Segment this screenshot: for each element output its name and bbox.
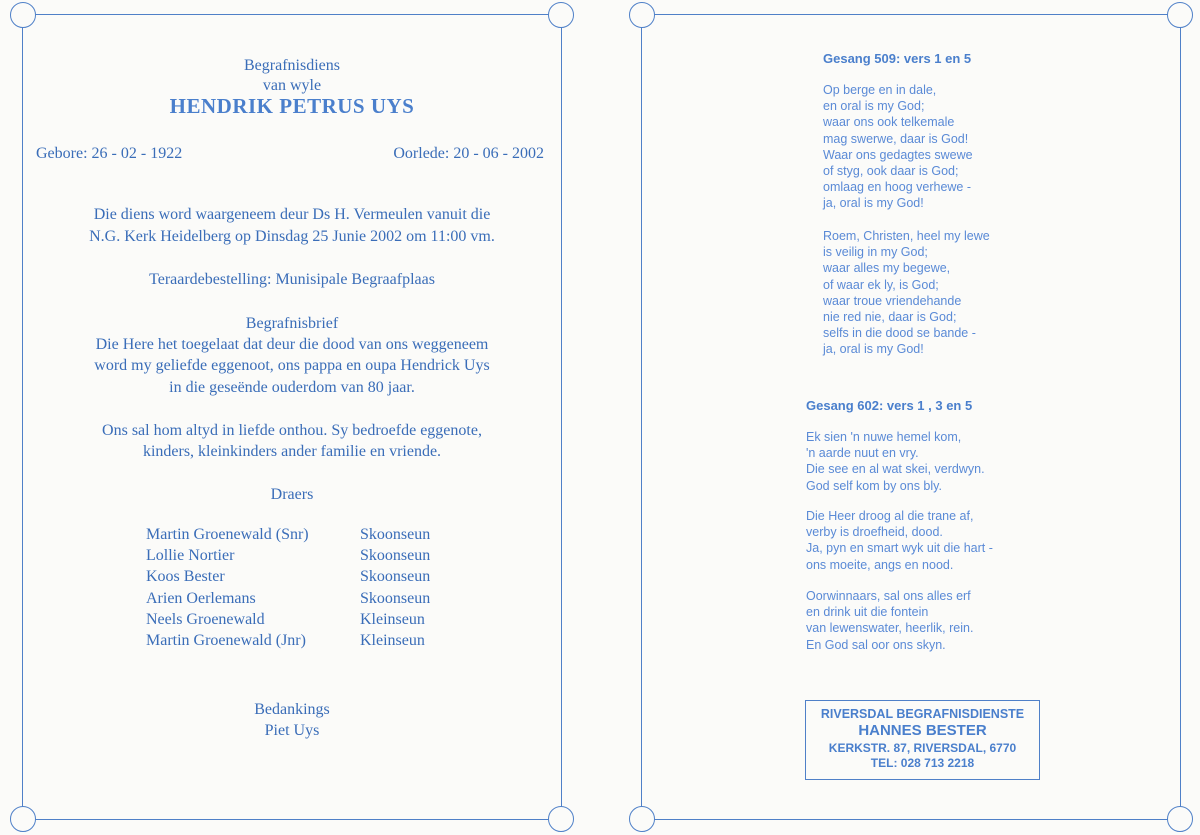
verse-line: Waar ons gedagtes swewe [823,147,973,162]
verse-line: is veilig in my God; [823,245,928,260]
bearer-row [22,609,562,630]
verse-line: ons moeite, angs en nood. [806,557,954,572]
verse-line: of waar ek ly, is God; [823,277,939,292]
bearer-role: Skoonseun [360,589,431,607]
hymn-2-verse-3 [806,588,973,653]
birth-date: Gebore: 26 - 02 - 1922 [36,145,183,162]
bearer-row [22,588,562,609]
service-line: Die diens word waargeneem deur Ds H. Vermeulen vanuit die [93,206,491,223]
bearer-row [22,630,562,651]
verse-line: waar alles my begewe, [823,261,951,276]
bearer-role: Skoonseun [360,526,431,543]
funeral-home-box [805,700,1040,780]
verse-line: ja, oral is my God! [823,342,924,357]
verse-line: Oorwinnaars, sal ons alles erf [806,589,971,603]
verse-line: en drink uit die fontein [806,605,929,620]
death-date: Oorlede: 20 - 06 - 2002 [393,145,544,162]
remember-line: Ons sal hom altyd in liefde onthou. Sy bedroefde eggenote, [102,422,482,439]
company-phone: TEL: 028 713 2218 [870,756,975,770]
bearer-role: Skoonseun [360,568,431,586]
bearer-name: Martin Groenewald (Jnr) [146,631,306,649]
verse-line: God self kom by ons bly. [806,478,942,493]
hymn-1-verse-1 [823,82,973,212]
bearer-role: Kleinseun [360,631,425,649]
hymn-1-title: Gesang 509: vers 1 en 5 [823,51,972,66]
service-line: N.G. Kerk Heidelberg op Dinsdag 25 Junie 2002 om 11:00 vm. [89,228,495,245]
verse-line: Die Heer droog al die trane af, [806,509,974,523]
hymn-2-title: Gesang 602: vers 1 , 3 en 5 [806,398,973,413]
verse-line: En God sal oor ons skyn. [806,637,946,652]
bearers-list [22,524,562,651]
verse-line: Roem, Christen, heel my lewe [823,229,990,243]
verse-line: mag swerwe, daar is God! [823,131,969,146]
contact-person: HANNES BESTER [858,722,987,739]
letter-line: word my geliefde eggenoot, ons pappa en oupa Hendrick Uys [94,357,490,374]
verse-line: Die see en al wat skei, verdwyn. [806,462,985,477]
verse-line: 'n aarde nuut en vry. [806,446,919,461]
verse-line: van lewenswater, heerlik, rein. [806,621,974,636]
burial-place: Teraardebestelling: Munisipale Begraafplaas [149,271,435,288]
verse-line: Ja, pyn en smart wyk uit die hart - [806,541,993,556]
thanks-name: Piet Uys [264,722,320,739]
left-page [22,14,562,820]
hymn-2-verse-1 [806,429,985,494]
thanks-title: Bedankings [254,701,330,718]
verse-line: selfs in die dood se bande - [823,326,976,341]
letter-line: in die geseënde ouderdom van 80 jaar. [169,379,415,396]
verse-line: waar ons ook telkemale [823,115,955,130]
bearer-name: Koos Bester [146,568,225,586]
bearer-name: Neels Groenewald [146,610,265,628]
verse-line: ja, oral is my God! [823,196,924,211]
verse-line: en oral is my God; [823,99,925,114]
letter-title: Begrafnisbrief [245,315,339,332]
verse-line: waar troue vriendehande [823,293,962,308]
bearer-row [22,566,562,587]
service-title: Begrafnisdiens [244,57,340,74]
hymn-1-verse-2 [823,228,990,358]
deceased-name: HENDRIK PETRUS UYS [169,94,415,118]
verse-line: verby is droefheid, dood. [806,525,943,540]
bearer-name: Martin Groenewald (Snr) [146,526,309,543]
hymn-2-verse-2 [806,508,993,573]
bearer-role: Kleinseun [360,610,425,628]
bearer-name: Arien Oerlemans [146,589,256,607]
bearer-name: Lollie Nortier [146,547,235,565]
letter-line: Die Here het toegelaat dat deur die dood van ons weggeneem [95,336,489,353]
verse-line: of styg, ook daar is God; [823,164,959,179]
van-wyle: van wyle [262,77,322,94]
bearer-row [22,545,562,566]
bearers-title: Draers [270,486,314,503]
company-name: RIVERSDAL BEGRAFNISDIENSTE [820,707,1025,721]
verse-line: nie red nie, daar is God; [823,310,957,325]
right-page [641,14,1181,820]
company-address: KERKSTR. 87, RIVERSDAL, 6770 [828,741,1017,755]
remember-line: kinders, kleinkinders ander familie en vriende. [142,443,442,460]
verse-line: omlaag en hoog verhewe - [823,180,972,195]
bearer-row [22,524,562,545]
bearer-role: Skoonseun [360,547,431,565]
verse-line: Op berge en in dale, [823,83,937,97]
verse-line: Ek sien 'n nuwe hemel kom, [806,430,962,444]
